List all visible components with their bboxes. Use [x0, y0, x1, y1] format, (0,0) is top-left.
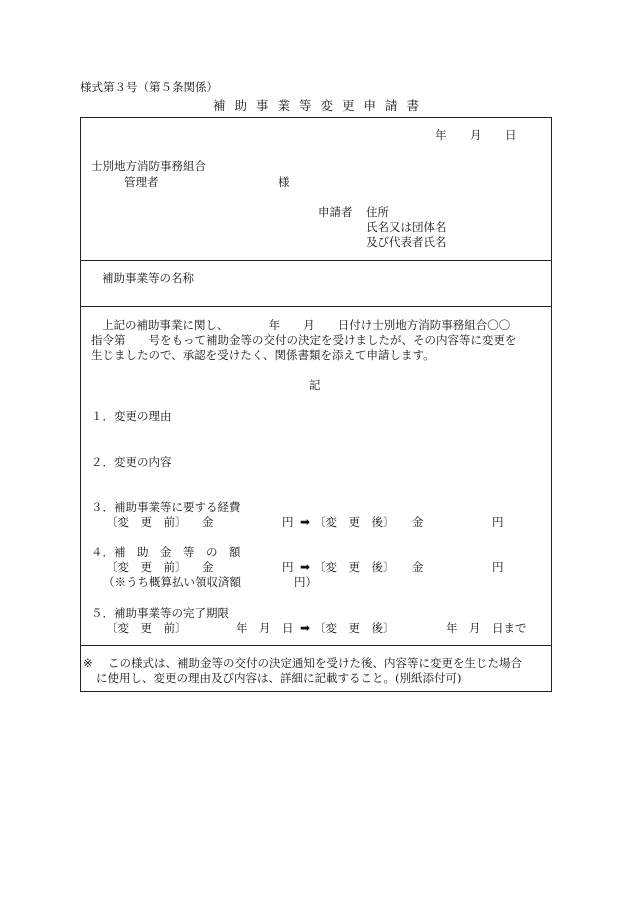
item-3-after-label: 〔変 更 後〕 — [314, 515, 395, 529]
body-line-1: 上記の補助事業に関し、 年 月 日付け士別地方消防事務組合〇〇 — [102, 318, 511, 332]
applicant-label: 申請者 — [318, 205, 353, 219]
item-5-before-date: 年 月 日 — [236, 621, 294, 635]
item-5-after-label: 〔変 更 後〕 — [314, 621, 395, 635]
item-3-title: ３．補助事業等に要する経費 — [91, 500, 241, 514]
footer-note-mark: ※ — [83, 656, 93, 670]
item-3-before-kin: 金 — [202, 515, 214, 529]
item-4-after-yen: 円 — [492, 560, 504, 574]
applicant-name: 氏名又は団体名 — [366, 220, 447, 234]
date-day-label: 日 — [505, 128, 517, 142]
date-month-label: 月 — [470, 128, 482, 142]
item-4-before-yen: 円 — [282, 560, 294, 574]
item-4-before-label: 〔変 更 前〕 — [106, 560, 187, 574]
arrow-icon: ➡ — [300, 560, 311, 574]
item-3-after-yen: 円 — [492, 515, 504, 529]
item-4-after-label: 〔変 更 後〕 — [314, 560, 395, 574]
item-3-before-yen: 円 — [282, 515, 294, 529]
applicant-address: 住所 — [366, 205, 389, 219]
item-4-before-kin: 金 — [202, 560, 214, 574]
applicant-rep: 及び代表者氏名 — [366, 235, 447, 249]
arrow-icon: ➡ — [300, 621, 311, 635]
item-5-title: ５．補助事業等の完了期限 — [91, 606, 229, 620]
arrow-icon: ➡ — [300, 515, 311, 529]
item-3-after-kin: 金 — [412, 515, 424, 529]
addressee-honorific: 様 — [278, 175, 290, 189]
item-5-before-label: 〔変 更 前〕 — [106, 621, 187, 635]
divider-2 — [80, 306, 552, 307]
item-4-title: ４．補 助 金 等 の 額 — [91, 545, 241, 559]
addressee-manager: 管理者 — [124, 175, 159, 189]
body-line-3: 生じましたので、承認を受けたく、関係書類を添えて申請します。 — [91, 348, 435, 362]
item-4-after-kin: 金 — [412, 560, 424, 574]
divider-3 — [80, 645, 552, 646]
page-title: 補助事業等変更申請書 — [213, 98, 429, 113]
date-year-label: 年 — [435, 128, 447, 142]
footer-note-line-1: この様式は、補助金等の交付の決定通知を受けた後、内容等に変更を生じた場合 — [108, 656, 522, 670]
ki-heading: 記 — [309, 378, 321, 392]
item-2-title: ２．変更の内容 — [91, 455, 172, 469]
divider-1 — [80, 260, 552, 261]
item-4-note-yen: 円） — [294, 575, 317, 589]
addressee-org: 士別地方消防事務組合 — [91, 159, 206, 173]
item-3-before-label: 〔変 更 前〕 — [106, 515, 187, 529]
body-line-2: 指令第 号をもって補助金等の交付の決定を受けましたが、その内容等に変更を — [91, 333, 517, 347]
footer-note-line-2: に使用し、変更の理由及び内容は、詳細に記載すること。(別紙添付可) — [96, 671, 462, 685]
item-4-note: （※うち概算払い領収済額 — [103, 575, 241, 589]
item-5-after-date: 年 月 日まで — [446, 621, 527, 635]
form-number: 様式第３号（第５条関係） — [80, 80, 218, 94]
project-name-label: 補助事業等の名称 — [102, 271, 194, 285]
item-1-title: １．変更の理由 — [91, 409, 172, 423]
